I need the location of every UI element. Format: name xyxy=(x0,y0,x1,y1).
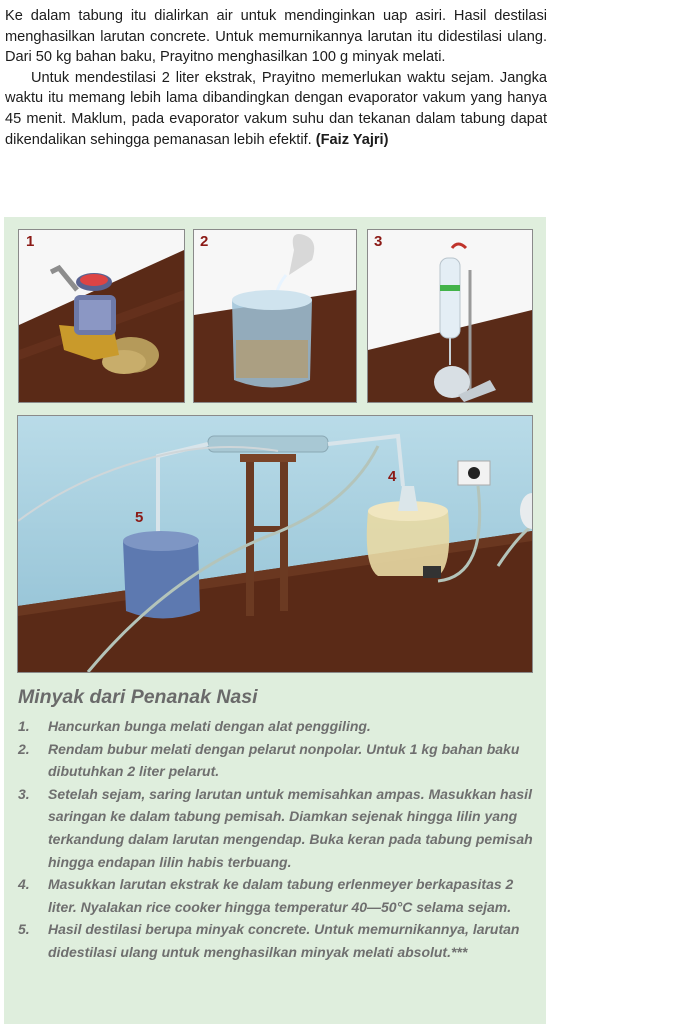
step-text: Hasil destilasi berupa minyak concrete. Untuk memurnikannya, larutan didestilasi ulang untuk menghasilkan minyak melati absolut.*** xyxy=(48,921,520,960)
sidebar-panel xyxy=(4,217,546,1024)
distillation-setup-icon xyxy=(18,416,532,672)
article-paragraph xyxy=(5,68,547,150)
image-number: 3 xyxy=(374,233,383,250)
step-3-illustration xyxy=(367,229,533,403)
step-number: 2. xyxy=(18,740,30,757)
list-item xyxy=(18,738,538,783)
step-number: 3. xyxy=(18,785,30,802)
article-paragraph: Ke dalam tabung itu dialirkan air untuk mendinginkan uap asiri. Hasil destilasi menghasilkan larutan concrete. Untuk memurnikannya larutan itu didestilasi ulang. Dari 50 kg bahan baku, Prayitno menghasilkan 100 g minyak melati. xyxy=(5,8,547,66)
article-author: (Faiz Yajri) xyxy=(315,131,389,148)
separating-funnel-icon xyxy=(368,230,532,402)
step-4-5-illustration xyxy=(17,415,533,673)
steps-list xyxy=(18,715,538,964)
step-1-illustration xyxy=(18,229,185,403)
list-item xyxy=(18,783,538,873)
image-number: 4 xyxy=(388,468,397,485)
list-item xyxy=(18,918,538,963)
step-text: Setelah sejam, saring larutan untuk memisahkan ampas. Masukkan hasil saringan ke dalam tabung pemisah. Diamkan sejenak hingga lilin yang terkandung dalam larutan mengendap. Buka keran pada tabung pemisah hingga endapan lilin habis terbuang. xyxy=(48,785,533,870)
step-number: 5. xyxy=(18,921,30,938)
soaking-beaker-icon xyxy=(194,230,356,402)
step-text: Masukkan larutan ekstrak ke dalam tabung erlenmeyer berkapasitas 2 liter. Nyalakan rice cooker hingga temperatur 40—50°C selama sejam. xyxy=(48,876,514,915)
image-number: 5 xyxy=(135,509,144,526)
image-number: 2 xyxy=(200,233,209,250)
article-paragraph-text: Untuk mendestilasi 2 liter ekstrak, Prayitno memerlukan waktu sejam. Jangka waktu itu memang lebih lama dibandingkan dengan evaporator vakum yang hanya 45 menit. Maklum, pada evaporator vakum suhu dan tekanan dalam tabung dapat dikendalikan sehingga pemanasan lebih efektif. xyxy=(5,69,547,148)
step-text: Rendam bubur melati dengan pelarut nonpolar. Untuk 1 kg bahan baku dibutuhkan 2 liter pelarut. xyxy=(48,740,520,780)
step-2-illustration xyxy=(193,229,357,403)
grinder-icon xyxy=(19,230,184,402)
panel-title: Minyak dari Penanak Nasi xyxy=(18,686,258,708)
article-text xyxy=(5,6,547,150)
list-item xyxy=(18,715,538,738)
step-text: Hancurkan bunga melati dengan alat penggiling. xyxy=(48,718,371,734)
step-number: 1. xyxy=(18,718,30,734)
image-number: 1 xyxy=(26,233,35,250)
step-number: 4. xyxy=(18,876,30,893)
list-item xyxy=(18,873,538,918)
